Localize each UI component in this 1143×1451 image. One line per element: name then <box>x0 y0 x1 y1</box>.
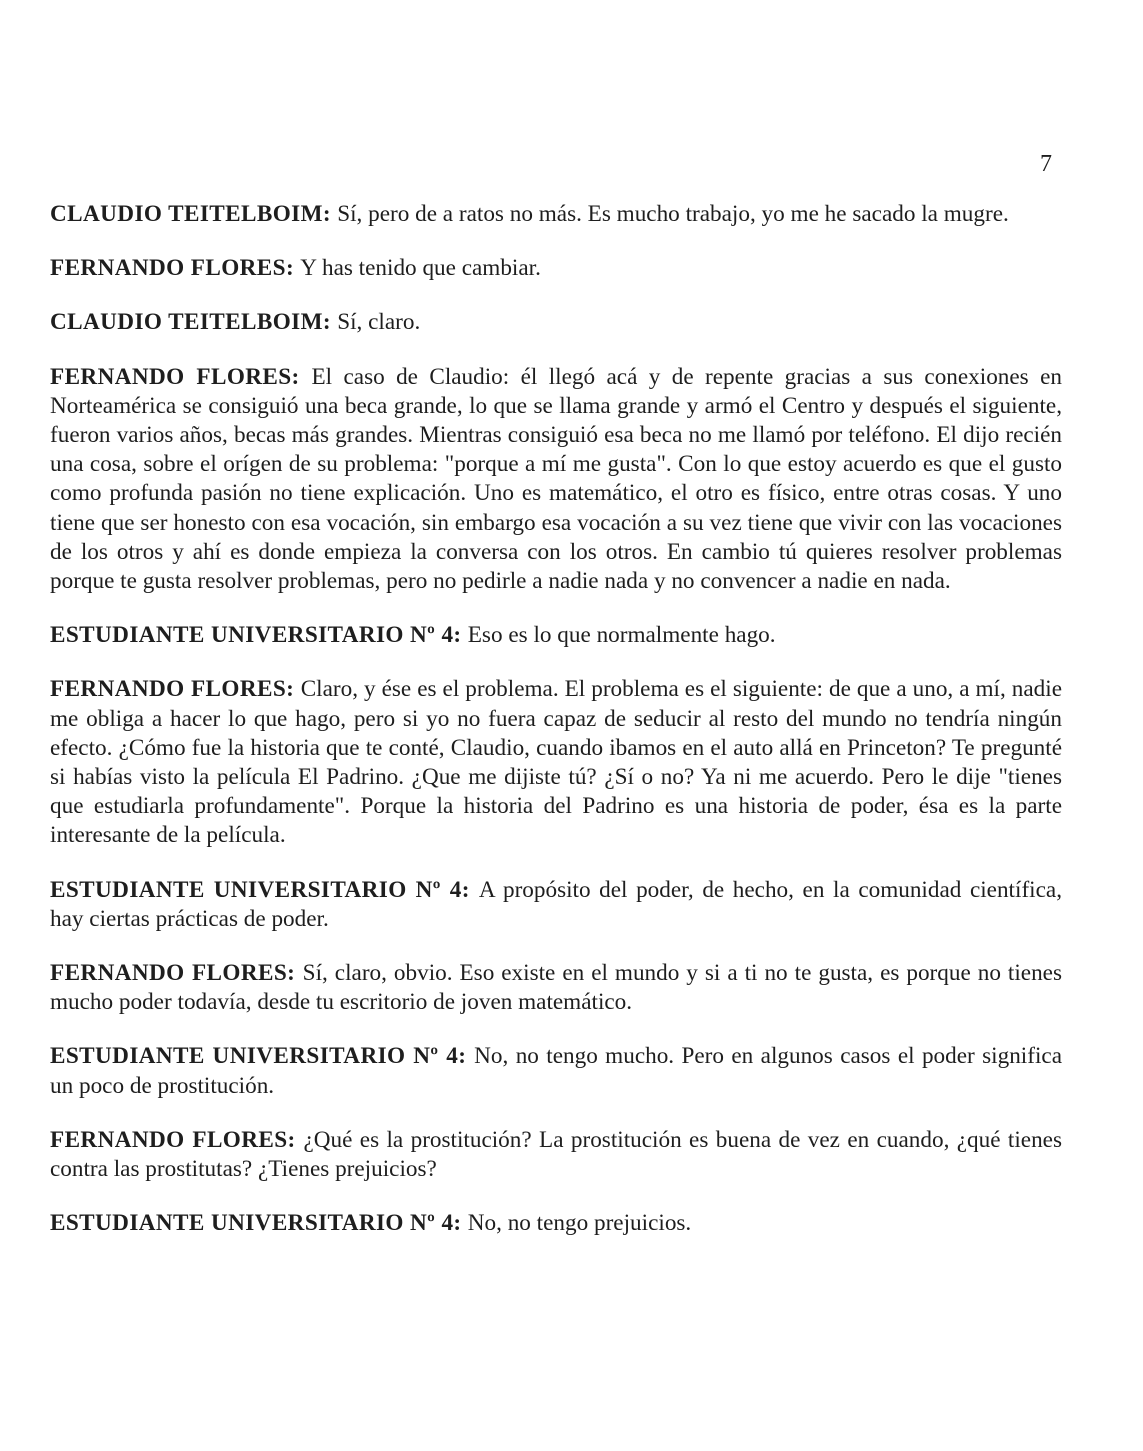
dialogue-entry <box>50 876 1062 934</box>
dialogue-entry <box>50 621 1062 650</box>
dialogue-entry <box>50 254 1062 283</box>
dialogue-entry <box>50 363 1062 597</box>
speaker-name: ESTUDIANTE UNIVERSITARIO Nº 4: <box>50 1210 462 1237</box>
dialogue-text: Sí, claro, obvio. Eso existe en el mundo y si a ti no te gusta, es porque no tienes mucho poder todavía, desde tu escritorio de joven matemático. <box>50 960 1062 1016</box>
dialogue-entry <box>50 675 1062 850</box>
dialogue-text: Sí, pero de a ratos no más. Es mucho trabajo, yo me he sacado la mugre. <box>337 201 1009 227</box>
speaker-name: FERNANDO FLORES: <box>50 255 295 282</box>
dialogue-text: A propósito del poder, de hecho, en la comunidad científica, hay ciertas prácticas de poder. <box>50 876 1062 932</box>
dialogue-text: Claro, y ése es el problema. El problema es el siguiente: de que a uno, a mí, nadie me obliga a hacer lo que hago, pero si yo no fuera capaz de seducir al resto del mundo no tendría ningún efecto. ¿Cómo fue la historia que te conté, Claudio, cuando ibamos en el auto allá en Princeton? Te pregunté si habías visto la película El Padrino. ¿Que me dijiste tú? ¿Sí o no? Ya ni me acuerdo. Pero le dije "tienes que estudiarla profundamente". Porque la historia del Padrino es una historia de poder, ésa es la parte interesante de la película. <box>50 676 1062 849</box>
dialogue-text: Eso es lo que normalmente hago. <box>467 622 776 649</box>
dialogue-entry <box>50 308 1062 337</box>
dialogue-text: No, no tengo mucho. Pero en algunos casos el poder significa un poco de prostitución. <box>50 1043 1062 1099</box>
dialogue-text: ¿Qué es la prostitución? La prostitución es buena de vez en cuando, ¿qué tienes contra las prostitutas? ¿Tienes prejuicios? <box>50 1126 1062 1183</box>
speaker-name: FERNANDO FLORES: <box>50 676 295 703</box>
dialogue-entry <box>50 200 1062 229</box>
speaker-name: FERNANDO FLORES: <box>50 960 296 987</box>
page-number: 7 <box>1040 151 1052 177</box>
speaker-name: FERNANDO FLORES: <box>50 1126 296 1153</box>
dialogue-text: Y has tenido que cambiar. <box>300 255 541 282</box>
dialogue-entry <box>50 1126 1062 1184</box>
speaker-name: ESTUDIANTE UNIVERSITARIO Nº 4: <box>50 876 470 903</box>
dialogue-entry <box>50 959 1062 1017</box>
dialogue-text: No, no tengo prejuicios. <box>467 1210 692 1237</box>
dialogue-text: El caso de Claudio: él llegó acá y de repente gracias a sus conexiones en Norteamérica se consiguió una beca grande, lo que se llama grande y armó el Centro y después el siguiente, fueron varios años, becas más grandes. Mientras consiguió esa beca no me llamó por teléfono. El dijo recién una cosa, sobre el orígen de su problema: "porque a mí me gusta". Con lo que estoy acuerdo es que el gusto como profunda pasión no tiene explicación. Uno es matemático, el otro es físico, entre otras cosas. Y uno tiene que ser honesto con esa vocación, sin embargo esa vocación a su vez tiene que vivir con las vocaciones de los otros y ahí es donde empieza la conversa con los otros. En cambio tú quieres resolver problemas porque te gusta resolver problemas, pero no pedirle a nadie nada y no convencer a nadie en nada. <box>50 363 1062 595</box>
transcript <box>50 200 1062 1238</box>
dialogue-entry <box>50 1209 1062 1238</box>
dialogue-entry <box>50 1042 1062 1100</box>
speaker-name: ESTUDIANTE UNIVERSITARIO Nº 4: <box>50 1043 467 1070</box>
speaker-name: ESTUDIANTE UNIVERSITARIO Nº 4: <box>50 622 462 649</box>
speaker-name: FERNANDO FLORES: <box>50 363 300 390</box>
speaker-name: CLAUDIO TEITELBOIM: <box>50 201 331 227</box>
dialogue-text: Sí, claro. <box>337 309 421 336</box>
speaker-name: CLAUDIO TEITELBOIM: <box>50 309 331 336</box>
